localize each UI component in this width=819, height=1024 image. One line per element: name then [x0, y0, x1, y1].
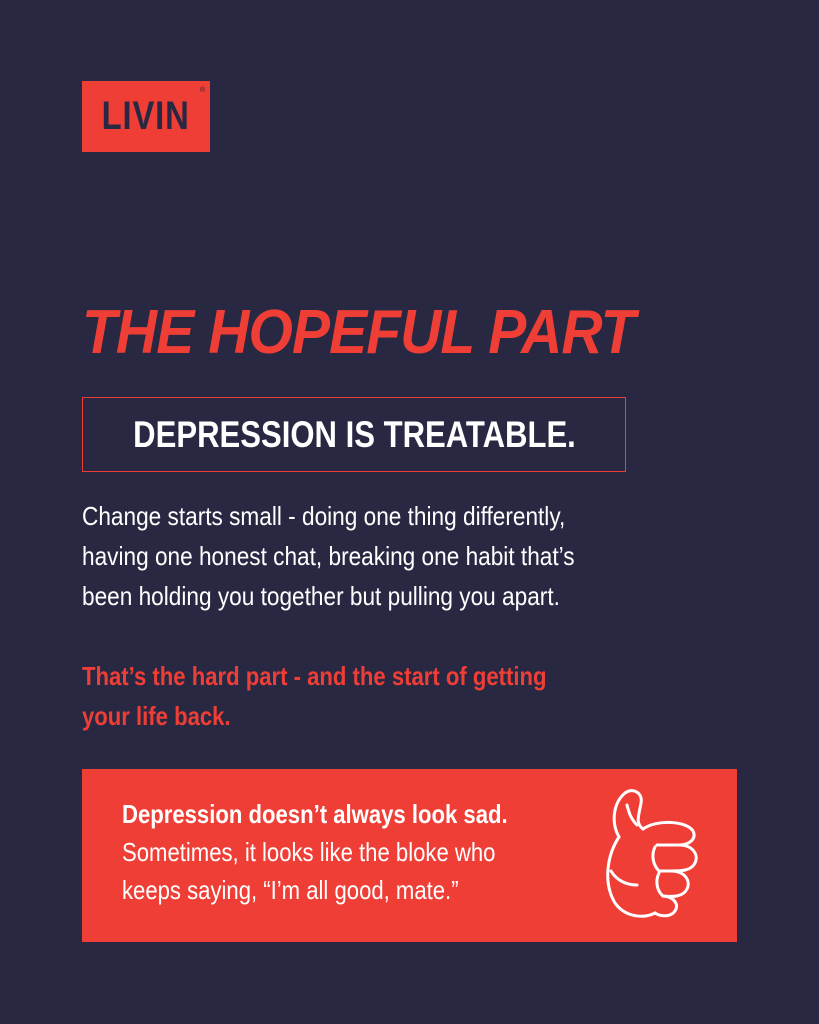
logo-wordmark: LIVIN: [102, 94, 190, 138]
card-line: keeps saying, “I’m all good, mate.”: [122, 875, 459, 905]
callout-text: DEPRESSION IS TREATABLE.: [132, 413, 576, 455]
message-card: [82, 769, 737, 942]
thumbs-up-icon: [597, 785, 709, 925]
callout-box: [82, 397, 626, 472]
highlight-line: your life back.: [82, 701, 231, 731]
highlight-paragraph: [82, 656, 547, 736]
highlight-line: That’s the hard part - and the start of getting: [82, 661, 547, 691]
body-line: Change starts small - doing one thing differently,: [82, 501, 566, 531]
livin-logo: [82, 81, 210, 152]
body-line: been holding you together but pulling you apart.: [82, 581, 560, 611]
registered-mark: ®: [199, 87, 205, 94]
body-line: having one honest chat, breaking one habit that’s: [82, 541, 575, 571]
body-paragraph: [82, 496, 691, 616]
card-text: [122, 795, 508, 909]
card-line: Sometimes, it looks like the bloke who: [122, 837, 496, 867]
card-title: Depression doesn’t always look sad.: [122, 799, 508, 829]
page-headline: THE HOPEFUL PART: [82, 298, 635, 367]
